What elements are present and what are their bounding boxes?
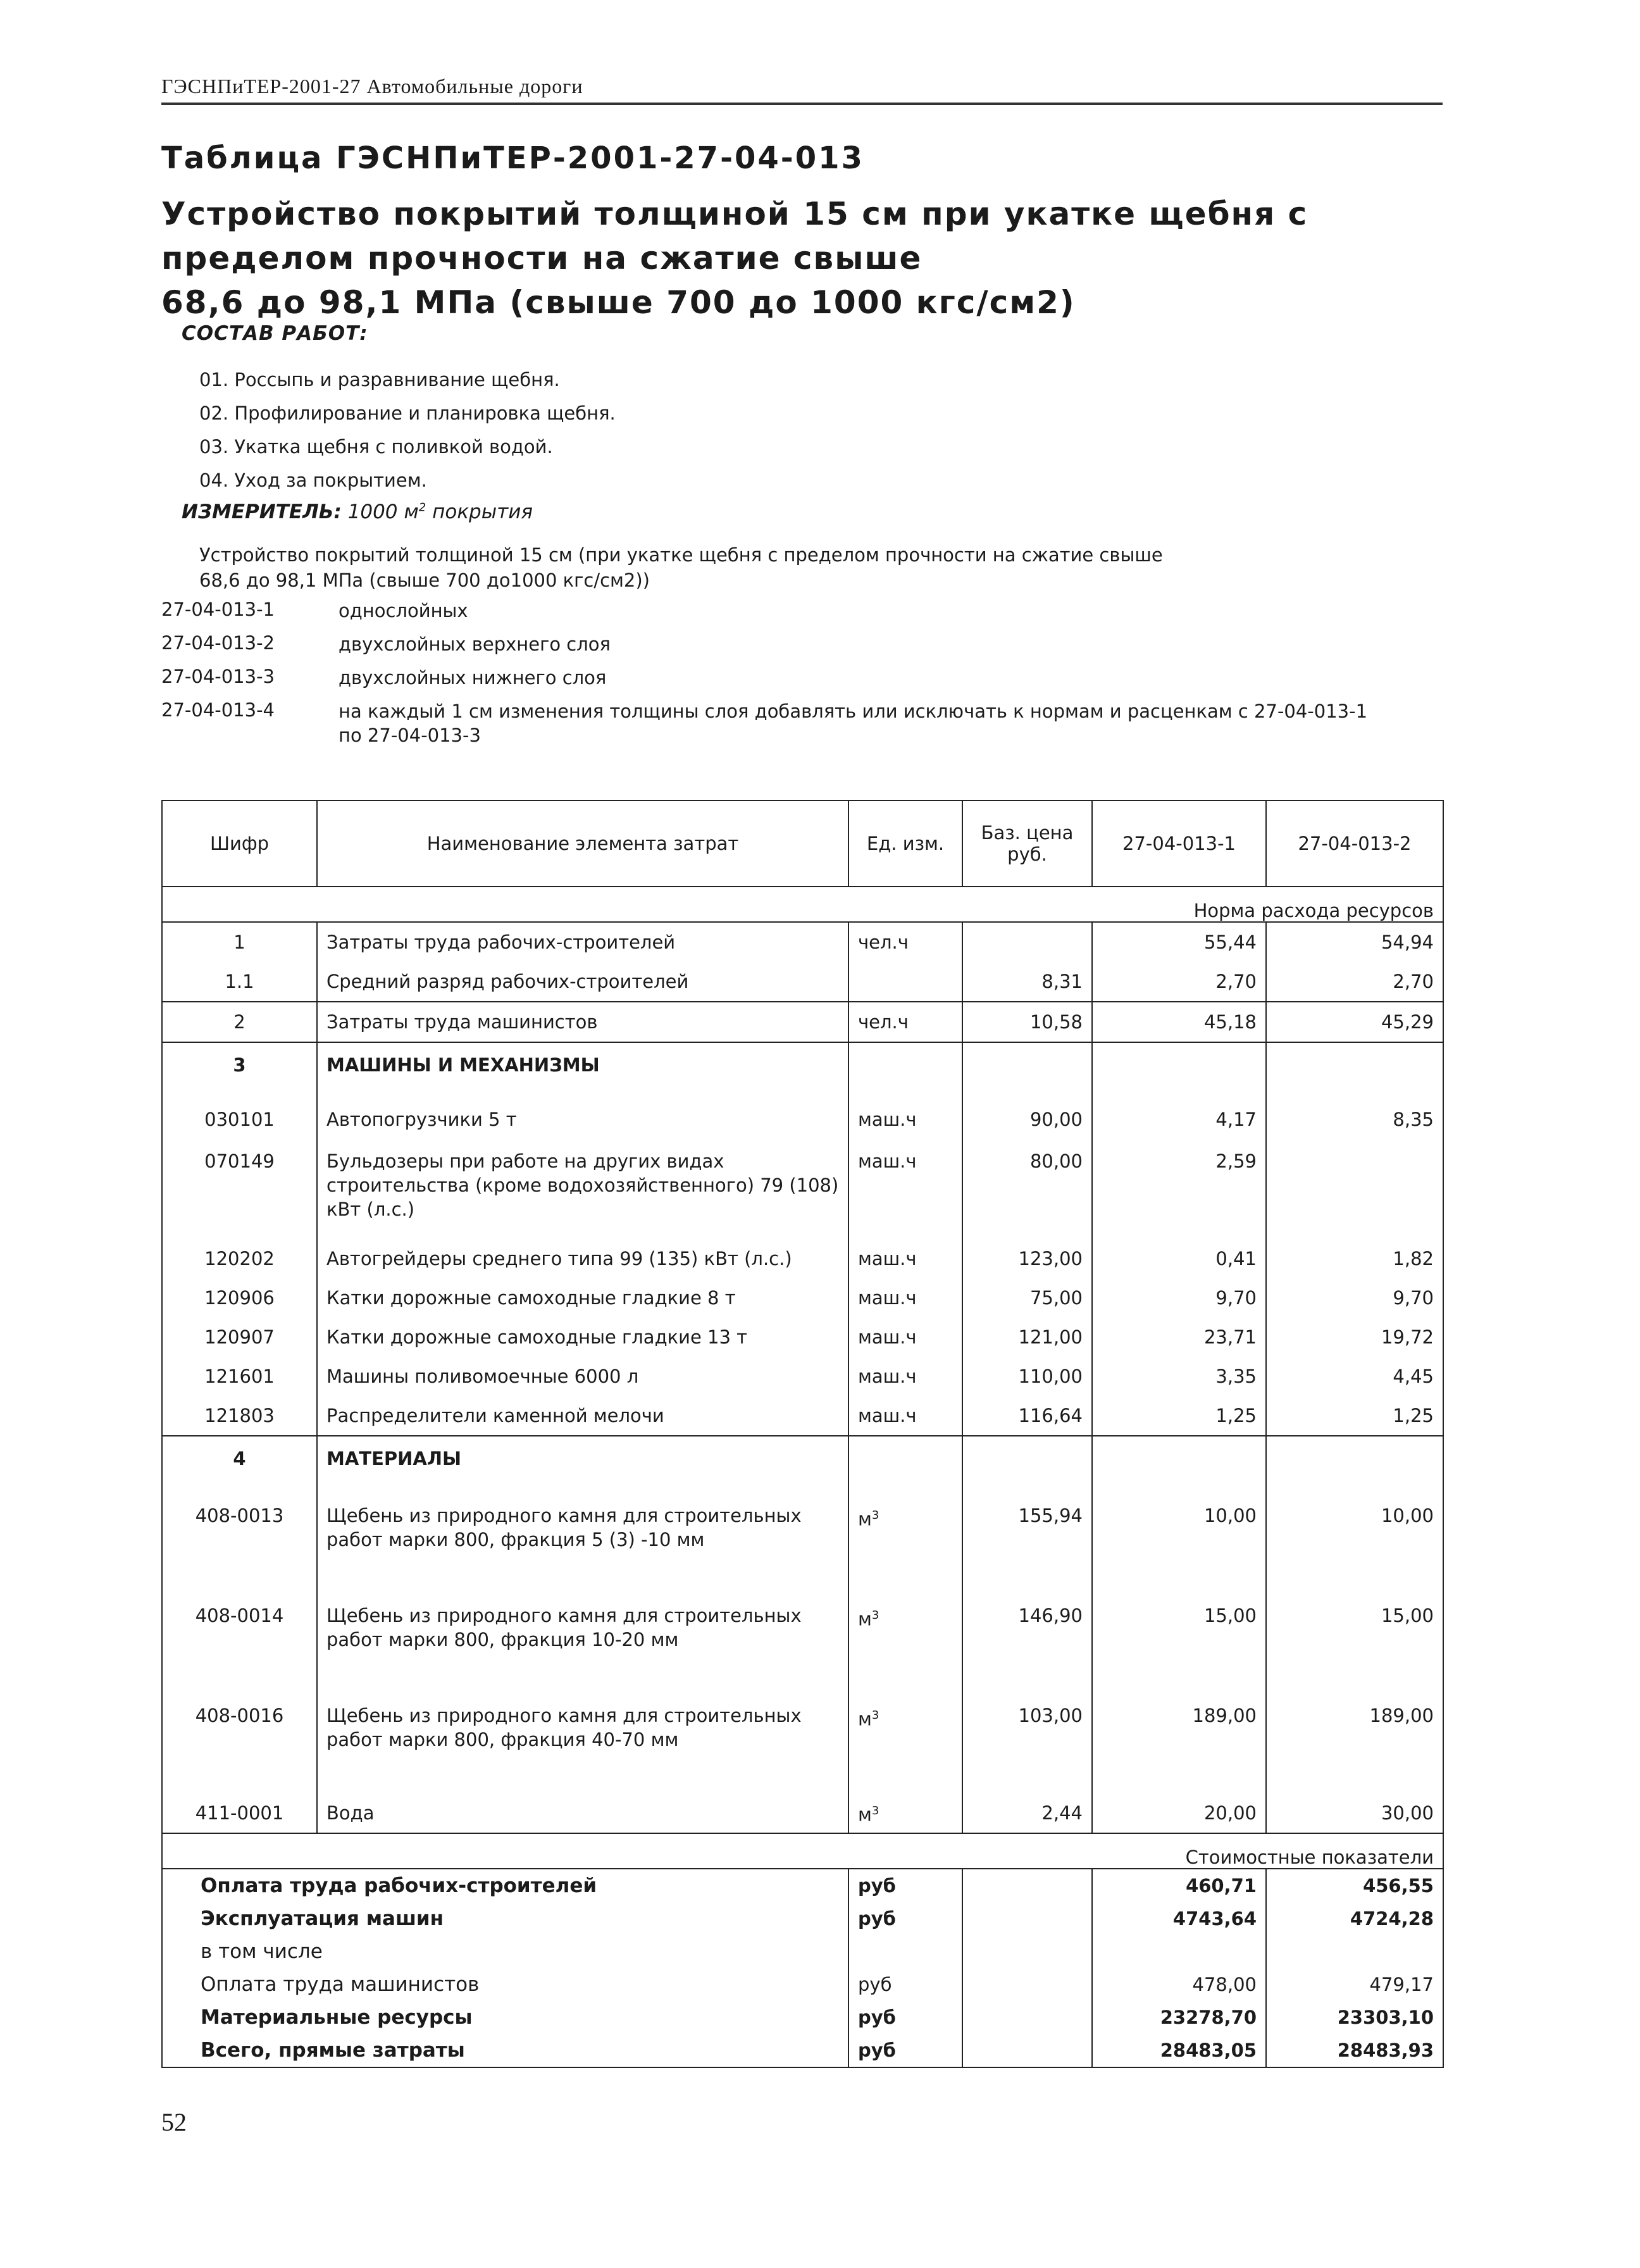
meter [182, 501, 533, 523]
cost-row [162, 1968, 1443, 2001]
row-value-2: 189,00 [1266, 1693, 1443, 1793]
code-number: 27-04-013-1 [161, 599, 275, 620]
cost-unit: руб [848, 1968, 962, 2001]
cost-empty [962, 1968, 1092, 2001]
row-unit [848, 1593, 962, 1693]
row-code: 120906 [162, 1278, 317, 1318]
row-code: 120202 [162, 1239, 317, 1278]
cost-row [162, 1902, 1443, 1935]
cost-value-2: 456,55 [1266, 1869, 1443, 1902]
row-unit: чел.ч [848, 922, 962, 962]
row-price: 80,00 [962, 1139, 1092, 1239]
row-value-2: 19,72 [1266, 1318, 1443, 1357]
row-code: 3 [162, 1042, 317, 1100]
table-row [162, 1396, 1443, 1436]
row-name: Бульдозеры при работе на других видах строительства (кроме водохозяйственного) 79 (108) кВт (л.с.) [317, 1139, 848, 1239]
row-code: 4 [162, 1436, 317, 1493]
page-number: 52 [161, 2108, 187, 2136]
row-name: Щебень из природного камня для строительных работ марки 800, фракция 40-70 мм [317, 1693, 848, 1793]
header-unit: Ед. изм. [848, 801, 962, 887]
row-price: 155,94 [962, 1493, 1092, 1593]
norm-section-row [162, 887, 1443, 922]
row-value-1: 189,00 [1092, 1693, 1266, 1793]
row-unit: чел.ч [848, 1002, 962, 1042]
cost-section-row [162, 1833, 1443, 1869]
cost-label: Стоимостные показатели [162, 1833, 1443, 1869]
row-value-2: 4,45 [1266, 1357, 1443, 1396]
row-code: 070149 [162, 1139, 317, 1239]
row-value-2: 1,82 [1266, 1239, 1443, 1278]
table-row [162, 1278, 1443, 1318]
row-value-1: 20,00 [1092, 1793, 1266, 1833]
row-price: 75,00 [962, 1278, 1092, 1318]
meter-suffix: покрытия [432, 501, 533, 523]
row-name: Катки дорожные самоходные гладкие 13 т [317, 1318, 848, 1357]
row-price: 2,44 [962, 1793, 1092, 1833]
row-value-2 [1266, 1139, 1443, 1239]
cost-row [162, 1869, 1443, 1902]
header-col2: 27-04-013-2 [1266, 801, 1443, 887]
table-header-row [162, 801, 1443, 887]
row-unit: маш.ч [848, 1100, 962, 1139]
intro-line: Устройство покрытий толщиной 15 см (при укатке щебня с пределом прочности на сжатие свыше [199, 544, 1163, 566]
cost-unit [848, 1935, 962, 1968]
row-price [962, 1042, 1092, 1100]
table-row [162, 962, 1443, 1002]
row-name: Автопогрузчики 5 т [317, 1100, 848, 1139]
row-price: 116,64 [962, 1396, 1092, 1436]
row-unit [848, 1793, 962, 1833]
row-value-1: 55,44 [1092, 922, 1266, 962]
row-value-2: 45,29 [1266, 1002, 1443, 1042]
work-item: 04. Уход за покрытием. [199, 470, 427, 491]
row-value-1: 15,00 [1092, 1593, 1266, 1693]
code-item [161, 699, 1382, 746]
row-code: 411-0001 [162, 1793, 317, 1833]
row-value-1 [1092, 1042, 1266, 1100]
row-price [962, 1436, 1092, 1493]
row-value-2: 10,00 [1266, 1493, 1443, 1593]
unit-text: м [858, 1508, 872, 1530]
row-name: Затраты труда машинистов [317, 1002, 848, 1042]
row-name: Затраты труда рабочих-строителей [317, 922, 848, 962]
table-row [162, 1042, 1443, 1100]
cost-empty [962, 2034, 1092, 2067]
row-value-1: 4,17 [1092, 1100, 1266, 1139]
row-code: 408-0016 [162, 1693, 317, 1793]
cost-empty [962, 2001, 1092, 2034]
unit-sup: 3 [871, 1509, 879, 1522]
header-name: Наименование элемента затрат [317, 801, 848, 887]
table-row [162, 1593, 1443, 1693]
row-code: 1 [162, 922, 317, 962]
row-value-1: 9,70 [1092, 1278, 1266, 1318]
header-code: Шифр [162, 801, 317, 887]
header-price: Баз. цена руб. [962, 801, 1092, 887]
table-row [162, 1357, 1443, 1396]
cost-name: Материальные ресурсы [162, 2001, 848, 2034]
table-row [162, 1693, 1443, 1793]
cost-name: Всего, прямые затраты [162, 2034, 848, 2067]
table-row [162, 1139, 1443, 1239]
row-value-2 [1266, 1436, 1443, 1493]
row-unit: маш.ч [848, 1396, 962, 1436]
cost-row [162, 2001, 1443, 2034]
row-price: 123,00 [962, 1239, 1092, 1278]
row-value-2: 2,70 [1266, 962, 1443, 1002]
unit-sup: 3 [871, 1709, 879, 1722]
code-number: 27-04-013-4 [161, 699, 275, 721]
row-name: Автогрейдеры среднего типа 99 (135) кВт (л.с.) [317, 1239, 848, 1278]
cost-unit: руб [848, 2034, 962, 2067]
cost-value-1: 4743,64 [1092, 1902, 1266, 1935]
row-value-2: 8,35 [1266, 1100, 1443, 1139]
code-item [161, 632, 1382, 666]
row-value-1: 10,00 [1092, 1493, 1266, 1593]
row-name: Катки дорожные самоходные гладкие 8 т [317, 1278, 848, 1318]
unit-sup: 3 [871, 1804, 879, 1818]
row-code: 121601 [162, 1357, 317, 1396]
code-item [161, 666, 1382, 699]
cost-row [162, 1935, 1443, 1968]
code-desc: двухслойных верхнего слоя [339, 633, 611, 655]
cost-name: Оплата труда машинистов [162, 1968, 848, 2001]
row-unit: маш.ч [848, 1239, 962, 1278]
unit-text: м [858, 1708, 872, 1730]
cost-row [162, 2034, 1443, 2067]
table-row [162, 1318, 1443, 1357]
row-price: 10,58 [962, 1002, 1092, 1042]
row-unit [848, 1042, 962, 1100]
code-number: 27-04-013-3 [161, 666, 275, 687]
row-code: 2 [162, 1002, 317, 1042]
works-list [199, 363, 616, 497]
row-unit: маш.ч [848, 1357, 962, 1396]
row-value-1: 2,70 [1092, 962, 1266, 1002]
table-row [162, 1793, 1443, 1833]
row-value-2 [1266, 1042, 1443, 1100]
row-unit: маш.ч [848, 1278, 962, 1318]
running-header: ГЭСНПиТЕР-2001-27 Автомобильные дороги [161, 75, 1443, 105]
code-list [161, 599, 1382, 746]
row-name: Щебень из природного камня для строительных работ марки 800, фракция 10-20 мм [317, 1593, 848, 1693]
row-value-1: 2,59 [1092, 1139, 1266, 1239]
work-item: 02. Профилирование и планировка щебня. [199, 402, 616, 424]
row-code: 408-0014 [162, 1593, 317, 1693]
code-number: 27-04-013-2 [161, 632, 275, 654]
cost-empty [962, 1935, 1092, 1968]
cost-value-1: 23278,70 [1092, 2001, 1266, 2034]
cost-value-2: 479,17 [1266, 1968, 1443, 2001]
intro-line: 68,6 до 98,1 МПа (свыше 700 до1000 кгс/см2)) [199, 570, 650, 591]
table-row [162, 1239, 1443, 1278]
code-desc: однослойных [339, 600, 468, 621]
cost-empty [962, 1869, 1092, 1902]
meter-value: 1000 м [347, 501, 419, 523]
unit-text: м [858, 1804, 872, 1826]
table-title: Таблица ГЭСНПиТЕР-2001-27-04-013 [161, 140, 864, 176]
row-value-2: 54,94 [1266, 922, 1443, 962]
unit-sup: 3 [871, 1609, 879, 1622]
cost-value-1: 460,71 [1092, 1869, 1266, 1902]
row-name: МАТЕРИАЛЫ [317, 1436, 848, 1493]
cost-value-1: 478,00 [1092, 1968, 1266, 2001]
row-name: Средний разряд рабочих-строителей [317, 962, 848, 1002]
row-name: Щебень из природного камня для строительных работ марки 800, фракция 5 (3) -10 мм [317, 1493, 848, 1593]
cost-unit: руб [848, 1902, 962, 1935]
row-value-1: 3,35 [1092, 1357, 1266, 1396]
row-value-1: 45,18 [1092, 1002, 1266, 1042]
code-item [161, 599, 1382, 632]
row-name: Вода [317, 1793, 848, 1833]
resource-rows [162, 922, 1443, 1833]
meter-sup: 2 [418, 501, 426, 514]
row-unit [848, 1493, 962, 1593]
row-name: Распределители каменной мелочи [317, 1396, 848, 1436]
row-price: 90,00 [962, 1100, 1092, 1139]
unit-text: м [858, 1608, 872, 1630]
work-item: 01. Россыпь и разравнивание щебня. [199, 369, 560, 390]
row-unit [848, 962, 962, 1002]
row-code: 408-0013 [162, 1493, 317, 1593]
row-price: 103,00 [962, 1693, 1092, 1793]
subtitle-line: пределом прочности на сжатие свыше [161, 240, 922, 277]
row-value-1: 1,25 [1092, 1396, 1266, 1436]
code-desc: на каждый 1 см изменения толщины слоя добавлять или исключать к нормам и расценкам с 27-04-013-1 по 27-04-013-3 [339, 701, 1368, 746]
row-name: МАШИНЫ И МЕХАНИЗМЫ [317, 1042, 848, 1100]
subtitle-line: 68,6 до 98,1 МПа (свыше 700 до 1000 кгс/см2) [161, 284, 1076, 321]
table-row [162, 922, 1443, 962]
table-row [162, 1436, 1443, 1493]
row-price: 110,00 [962, 1357, 1092, 1396]
table-subtitle [161, 192, 1395, 325]
row-value-2: 9,70 [1266, 1278, 1443, 1318]
cost-name: Эксплуатация машин [162, 1902, 848, 1935]
row-value-2: 15,00 [1266, 1593, 1443, 1693]
row-unit [848, 1436, 962, 1493]
cost-rows [162, 1869, 1443, 2067]
table-row [162, 1100, 1443, 1139]
row-name: Машины поливомоечные 6000 л [317, 1357, 848, 1396]
row-price: 8,31 [962, 962, 1092, 1002]
row-code: 030101 [162, 1100, 317, 1139]
row-unit: маш.ч [848, 1139, 962, 1239]
table-row [162, 1002, 1443, 1042]
row-price [962, 922, 1092, 962]
cost-value-2: 4724,28 [1266, 1902, 1443, 1935]
cost-value-1 [1092, 1935, 1266, 1968]
cost-value-2 [1266, 1935, 1443, 1968]
cost-value-1: 28483,05 [1092, 2034, 1266, 2067]
code-desc: двухслойных нижнего слоя [339, 667, 607, 688]
row-unit: маш.ч [848, 1318, 962, 1357]
row-value-2: 30,00 [1266, 1793, 1443, 1833]
row-value-1 [1092, 1436, 1266, 1493]
row-value-1: 0,41 [1092, 1239, 1266, 1278]
intro-text [199, 542, 1163, 593]
meter-label: ИЗМЕРИТЕЛЬ: [182, 501, 342, 523]
cost-name: Оплата труда рабочих-строителей [162, 1869, 848, 1902]
work-item: 03. Укатка щебня с поливкой водой. [199, 436, 553, 458]
table-row [162, 1493, 1443, 1593]
row-code: 121803 [162, 1396, 317, 1436]
cost-value-2: 23303,10 [1266, 2001, 1443, 2034]
resources-table [161, 800, 1444, 2068]
cost-empty [962, 1902, 1092, 1935]
subtitle-line: Устройство покрытий толщиной 15 см при укатке щебня с [161, 196, 1308, 232]
row-price: 121,00 [962, 1318, 1092, 1357]
row-code: 1.1 [162, 962, 317, 1002]
cost-unit: руб [848, 2001, 962, 2034]
row-value-1: 23,71 [1092, 1318, 1266, 1357]
header-col1: 27-04-013-1 [1092, 801, 1266, 887]
norm-label: Норма расхода ресурсов [162, 887, 1443, 922]
cost-value-2: 28483,93 [1266, 2034, 1443, 2067]
row-unit [848, 1693, 962, 1793]
composition-heading: СОСТАВ РАБОТ: [182, 322, 368, 345]
cost-name: в том числе [162, 1935, 848, 1968]
cost-unit: руб [848, 1869, 962, 1902]
row-value-2: 1,25 [1266, 1396, 1443, 1436]
row-code: 120907 [162, 1318, 317, 1357]
row-price: 146,90 [962, 1593, 1092, 1693]
